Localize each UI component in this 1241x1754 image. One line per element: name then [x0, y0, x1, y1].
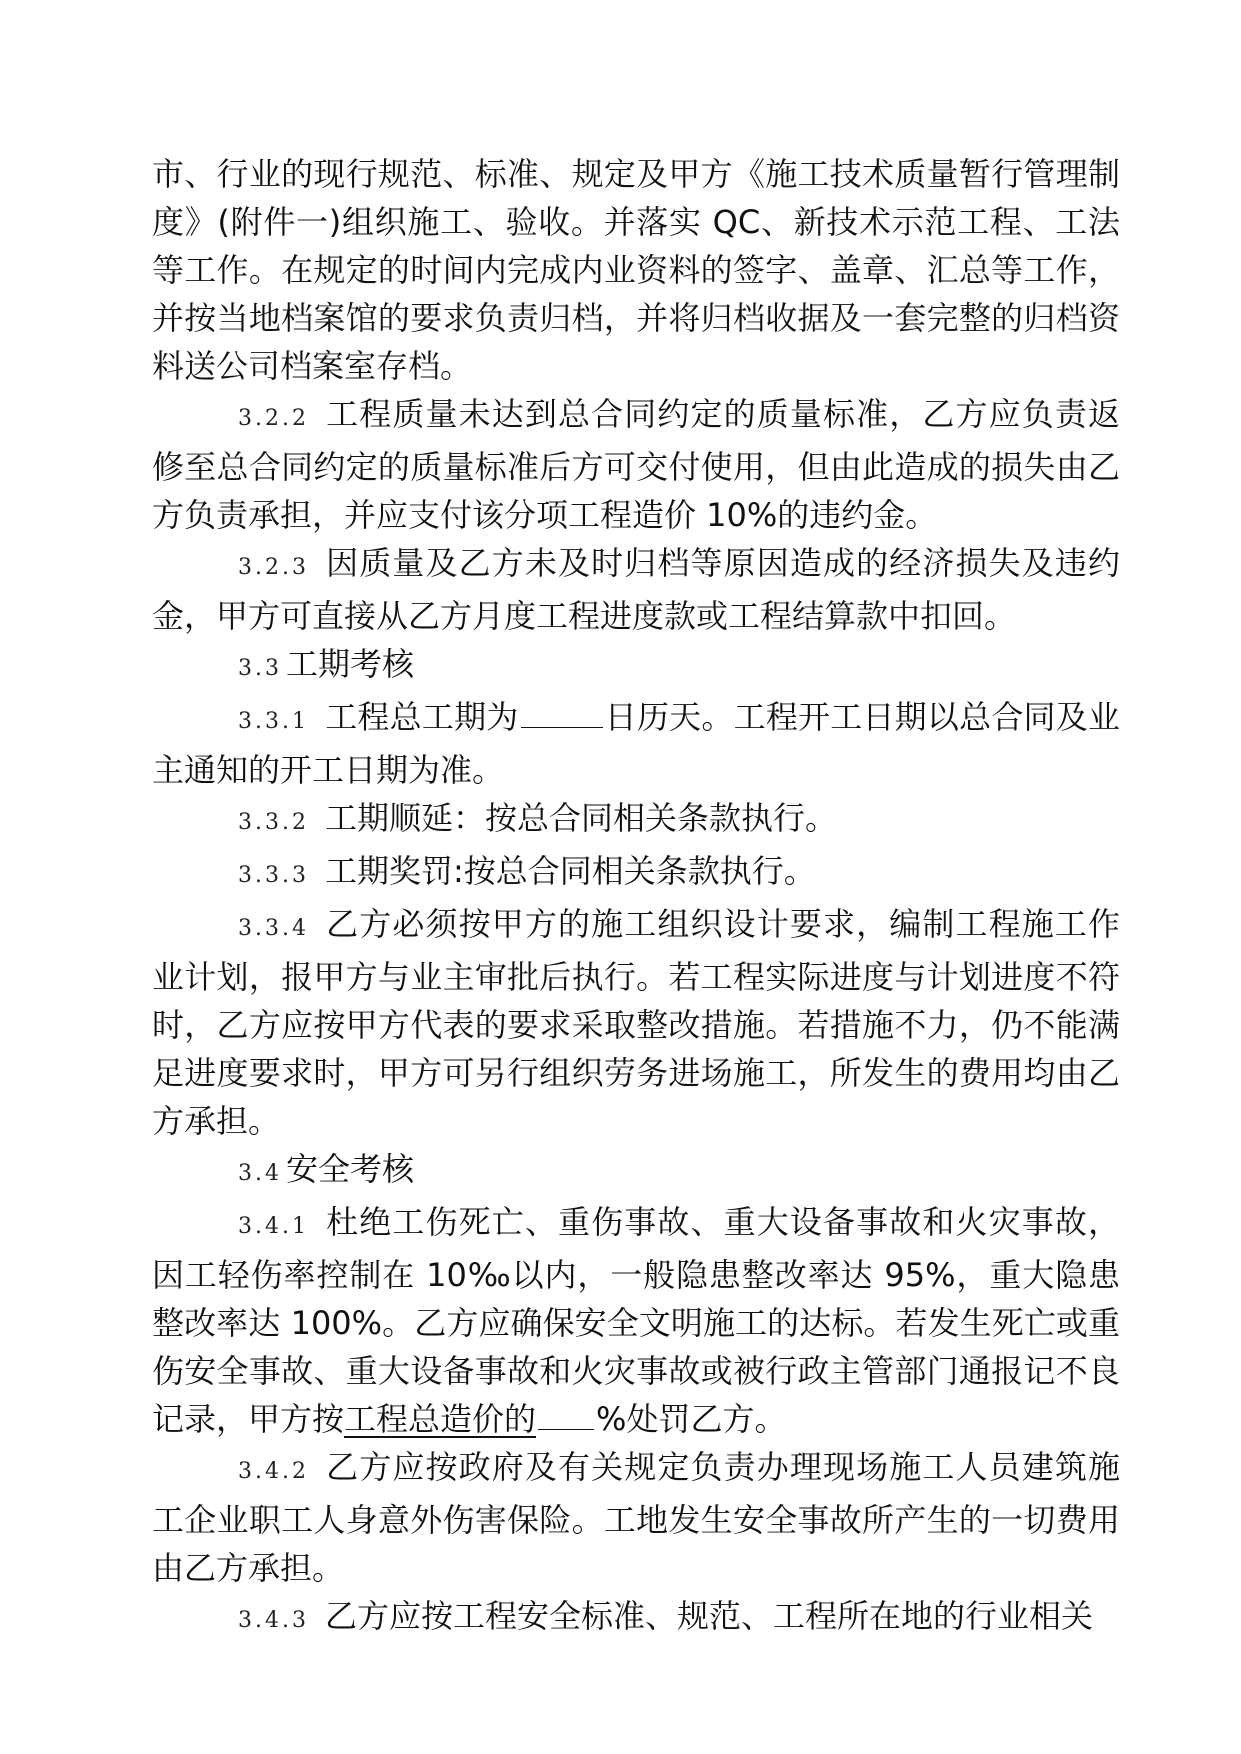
section-3-4-heading: [152, 1145, 1120, 1198]
clause-3-3-3: [152, 847, 1120, 900]
clause-3-2-2: [152, 390, 1120, 539]
clause-text: 乙方应按工程安全标准、规范、工程所在地的行业相关: [324, 1597, 1093, 1635]
clause-text: 乙方必须按甲方的施工组织设计要求，编制工程施工作业计划，报甲方与业主审批后执行。若工程实际进度与计划进度不符时，乙方应按甲方代表的要求采取整改措施。若措施不力，仍不能满足进度要求时，甲方可另行组织劳务进场施工，所发生的费用均由乙方承担。: [152, 905, 1120, 1140]
blank-fill-line: [521, 693, 603, 728]
clause-text-cont: %处罚乙方。: [596, 1400, 787, 1438]
clause-text: 因质量及乙方未及时归档等原因造成的经济损失及违约金，甲方可直接从乙方月度工程进度款或工程结算款中扣回。: [152, 544, 1120, 635]
clause-number: 3.3.2: [238, 810, 309, 835]
clause-text: 工程总工期为: [324, 698, 519, 736]
clause-text: 杜绝工伤死亡、重伤事故、重大设备事故和火灾事故，因工轻伤率控制在 10‰以内，一般隐患整改率达 95%，重大隐患整改率达 100%。乙方应确保安全文明施工的达标。若发生死亡或重伤安全事故、重大设备事故和火灾事故或被行政主管部门通报记不良记录，甲方按: [152, 1203, 1120, 1438]
clause-3-3-4: [152, 900, 1120, 1145]
clause-number: 3.2.3: [238, 555, 309, 580]
section-title: 工期考核: [286, 645, 415, 683]
clause-number: 3.3.3: [238, 863, 309, 888]
clause-number: 3.4.3: [238, 1608, 309, 1633]
clause-3-2-3: [152, 539, 1120, 640]
clause-text: 工程质量未达到总合同约定的质量标准，乙方应负责返修至总合同约定的质量标准后方可交付使用，但由此造成的损失由乙方负责承担，并应支付该分项工程造价 10%的违约金。: [152, 395, 1120, 534]
clause-number: 3.4.1: [238, 1214, 309, 1239]
blank-fill-line: [538, 1395, 594, 1430]
section-3-3-heading: [152, 640, 1120, 693]
section-title: 安全考核: [286, 1150, 415, 1188]
clause-3-3-1: [152, 693, 1120, 794]
section-number: 3.3: [238, 656, 282, 681]
clause-text: 工期奖罚:按总合同相关条款执行。: [324, 852, 816, 890]
clause-number: 3.3.1: [238, 709, 309, 734]
clause-number: 3.2.2: [238, 406, 309, 431]
clause-3-4-1: [152, 1198, 1120, 1443]
document-page: [152, 150, 1120, 1645]
clause-text: 乙方应按政府及有关规定负责办理现场施工人员建筑施工企业职工人身意外伤害保险。工地发生安全事故所产生的一切费用由乙方承担。: [152, 1448, 1120, 1587]
underlined-text: 工程总造价的: [344, 1400, 537, 1438]
clause-3-3-2: [152, 794, 1120, 847]
paragraph-continuation: [152, 150, 1120, 390]
clause-number: 3.3.4: [238, 916, 309, 941]
clause-number: 3.4.2: [238, 1459, 309, 1484]
paragraph-text: 市、行业的现行规范、标准、规定及甲方《施工技术质量暂行管理制度》(附件一)组织施工、验收。并落实 QC、新技术示范工程、工法等工作。在规定的时间内完成内业资料的签字、盖章、汇总等工作，并按当地档案馆的要求负责归档，并将归档收据及一套完整的归档资料送公司档案室存档。: [152, 155, 1120, 385]
section-number: 3.4: [238, 1161, 282, 1186]
clause-3-4-3: [152, 1592, 1120, 1645]
clause-text-cont: 日历天。工程开工日期以总合同及业主通知的开工日期为准。: [152, 698, 1120, 789]
clause-text: 工期顺延：按总合同相关条款执行。: [324, 799, 837, 837]
clause-3-4-2: [152, 1443, 1120, 1592]
